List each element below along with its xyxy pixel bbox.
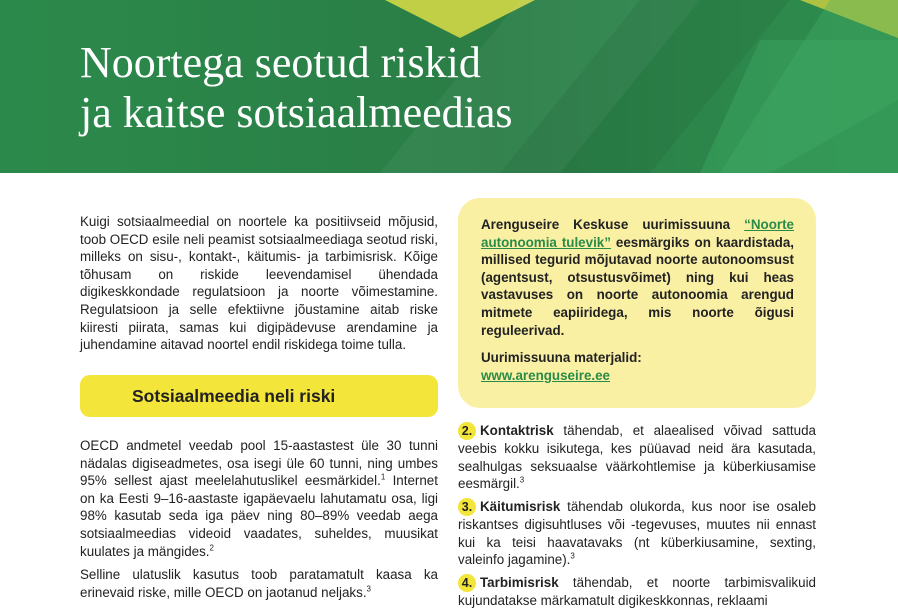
footnote-ref: 3 [570, 551, 575, 561]
info-text-after: eesmärgiks on kaardistada, millised tegurid mõjutavad noorte autonoomsust (agentsust, otsustusvõimet) ning kui heas vastavuses on noorte autonoomia arengud mitmete eapiiridega, mis noorte õigusi reguleerivad. [481, 234, 795, 338]
risk-text: tähendab olukorda, kus noor ise osaleb riskantses digisuhtluses või -tegevuses, muutes nii ennast kui ka teisi haavatavaks (nt küberkiusamine, sexting, valeinfo jagamine). [458, 499, 816, 568]
risk-term: Käitumisrisk [480, 499, 561, 514]
body-paragraph-2 [80, 566, 438, 601]
title-line-2: ja kaitse sotsiaalmeedias [80, 88, 513, 137]
risk-number-badge: 3. [458, 498, 476, 516]
risk-number-badge: 4. [458, 574, 476, 592]
footnote-ref: 1 [380, 472, 386, 482]
body-paragraph-1-cont: Internet on ka Eesti 9–16-aastaste igapäevaelu lahutamatu osa, ligi 98% kasutab seda iga päev ning 80–89% veedab aega sotsiaalmeedias videoid vaadates, suheldes, muusikat kuulates ja mängides. [80, 473, 438, 559]
risk-number-badge: 2. [458, 422, 476, 440]
risk-term: Tarbimisrisk [480, 575, 559, 590]
risk-text: tähendab, et noorte tarbimisvalikuid kujundatakse märkamatult digikeskkonnas, reklaami [458, 575, 816, 608]
title-line-1: Noortega seotud riskid [80, 38, 481, 87]
section-heading-pill [80, 375, 438, 417]
info-text-before: Arenguseire Keskuse uurimissuuna [481, 217, 745, 232]
section-heading: Sotsiaalmeedia neli riski [132, 386, 336, 406]
risk-item-4 [458, 574, 816, 610]
intro-paragraph: Kuigi sotsiaalmeedial on noortele ka positiivseid mõjusid, toob OECD esile neli peamist sotsiaalmeediaga seotud riski, milleks on sisu-, kontakt-, käitumis- ja tarbimisrisk. Kõige tõhusam on riskide leevendamisel ühendada digikeskkondade regulatsioon ja noorte võimestamine. Regulatsioon ja selle efektiivne jõustamine aitab riske kiiresti piirata, samas kui digipädevuse arendamine ja juhendamine aitavad noortel endil riskidega toime tulla. [80, 214, 439, 353]
header-banner [0, 0, 898, 173]
footnote-ref: 3 [519, 475, 525, 485]
risk-item-2 [458, 422, 816, 493]
risk-term: Kontaktrisk [480, 423, 554, 438]
body-paragraph-2-text: Selline ulatuslik kasutus toob paratamatult kaasa ka erinevaid riske, mille OECD on jaotanud neljaks. [80, 567, 438, 600]
body-paragraph-1 [80, 437, 438, 560]
info-box [458, 198, 816, 408]
info-box-text [481, 216, 794, 339]
footnote-ref: 2 [209, 543, 214, 553]
page-title [80, 38, 513, 138]
materials-link[interactable]: www.arenguseire.ee [481, 368, 611, 383]
body-paragraph-1-text: OECD andmetel veedab pool 15-aastastest üle 30 tunni nädalas digiseadmetes, osa isegi üle 60 tunni, ning umbes 95% sellest ajast meelelahutuslikel eesmärkidel. [80, 438, 438, 489]
risk-text: tähendab, et alaealised võivad sattuda veebis kokku isikutega, kes püüavad neid ära kasutada, sealhulgas seksuaalse väärkohtlemise ja küberkiusamise eesmärgil. [458, 423, 816, 492]
risk-item-3 [458, 498, 816, 569]
footnote-ref: 3 [366, 584, 371, 594]
materials-label: Uurimissuuna materjalid: [481, 350, 642, 365]
research-direction-link[interactable]: “Noorte autonoomia tulevik” [481, 217, 794, 250]
